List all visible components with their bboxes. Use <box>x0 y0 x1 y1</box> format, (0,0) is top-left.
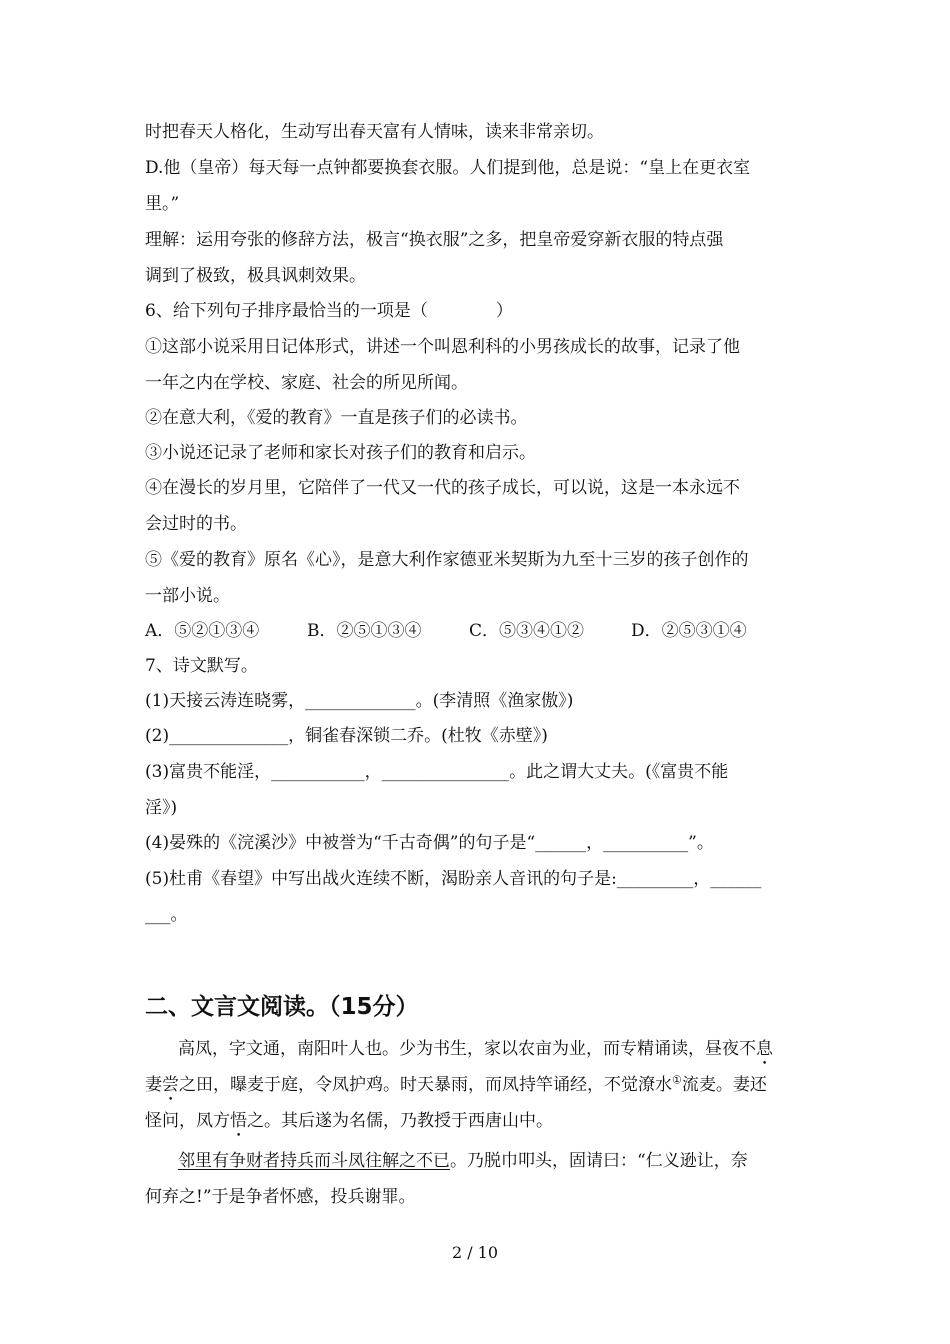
text-line: 理解：运用夸张的修辞方法，极言“换衣服”之多，把皇帝爱穿新衣服的特点强 <box>145 230 724 250</box>
underlined-sentence: 邻里有争财者持兵而斗凤往解之不已 <box>178 1151 450 1171</box>
emphasized-char: 尝 <box>162 1075 179 1095</box>
sentence-4-cont: 会过时的书。 <box>145 514 247 534</box>
text-line: 里。” <box>145 194 180 214</box>
emphasized-char: 悟 <box>230 1111 247 1131</box>
passage-text: 怪问，凤方 <box>145 1111 230 1131</box>
passage-text: 。乃脱巾叩头，固请曰：“仁义逊让，奈 <box>450 1151 748 1171</box>
page-number: 2 / 10 <box>451 1243 499 1262</box>
sentence-3: ③小说还记录了老师和家长对孩子们的教育和启示。 <box>145 443 536 463</box>
sentence-5: ⑤《爱的教育》原名《心》，是意大利作家德亚米契斯为九至十三岁的孩子创作的 <box>145 550 749 570</box>
option-b: B．②⑤①③④ <box>307 621 422 641</box>
sentence-2: ②在意大利，《爱的教育》一直是孩子们的必读书。 <box>145 408 528 428</box>
passage-text: 妻 <box>145 1075 162 1095</box>
passage-text: 之田，曝麦于庭，令凤护鸡。时天暴雨，而凤持竿诵经，不觉潦水 <box>179 1075 672 1095</box>
poem-item-4: (4)晏殊的《浣溪沙》中被誉为“千古奇偶”的句子是“______，__________”。 <box>145 833 714 853</box>
text-line: D.他（皇帝）每天每一点钟都要换套衣服。人们提到他，总是说：“皇上在更衣室 <box>145 158 751 178</box>
option-a: A．⑤②①③④ <box>145 621 260 641</box>
passage-line <box>178 1037 843 1069</box>
poem-item-5: (5)杜甫《春望》中写出战火连续不断，渴盼亲人音讯的句子是:_________，______ <box>145 869 762 889</box>
poem-item-2: (2)______________，铜雀春深锁二乔。(杜牧《赤壁》) <box>145 726 548 746</box>
poem-item-1: (1)天接云涛连晓雾，_____________。(李清照《渔家傲》) <box>145 691 574 711</box>
poem-item-3-cont: 淫》) <box>145 798 178 818</box>
footnote-marker: ① <box>672 1073 682 1087</box>
section-heading: 二、文言文阅读。（15分） <box>145 994 419 1020</box>
sentence-5-cont: 一部小说。 <box>145 586 230 606</box>
passage-text: 之。其后遂为名儒，乃教授于西唐山中。 <box>247 1111 553 1131</box>
question-6: 6、给下列句子排序最恰当的一项是（ ） <box>145 301 513 321</box>
text-line: 调到了极致，极具讽刺效果。 <box>145 266 366 286</box>
passage-line: 何弃之!”于是争者怀感，投兵谢罪。 <box>145 1187 416 1207</box>
sentence-4: ④在漫长的岁月里，它陪伴了一代又一代的孩子成长，可以说，这是一本永远不 <box>145 478 740 498</box>
passage-line <box>178 1149 843 1173</box>
passage-text: 流麦。妻还 <box>681 1075 767 1095</box>
option-d: D．②⑤③①④ <box>631 621 747 641</box>
passage-line <box>145 1109 810 1141</box>
sentence-1-cont: 一年之内在学校、家庭、社会的所见所闻。 <box>145 373 468 393</box>
sentence-1: ①这部小说采用日记体形式，讲述一个叫恩利科的小男孩成长的故事，记录了他 <box>145 337 740 357</box>
passage-line <box>145 1073 810 1105</box>
answer-options <box>145 619 810 643</box>
poem-item-5-cont: ___。 <box>145 905 188 925</box>
question-7: 7、诗文默写。 <box>145 656 258 676</box>
passage-text: 高凤，字文通，南阳叶人也。少为书生，家以农亩为业，而专精诵读，昼夜不 <box>178 1039 756 1059</box>
emphasized-char: 息 <box>756 1039 773 1059</box>
poem-item-3: (3)富贵不能淫，___________，_______________。此之谓大丈夫。(《富贵不能 <box>145 762 729 782</box>
text-line: 时把春天人格化，生动写出春天富有人情味，读来非常亲切。 <box>145 122 604 142</box>
option-c: C．⑤③④①② <box>469 621 585 641</box>
